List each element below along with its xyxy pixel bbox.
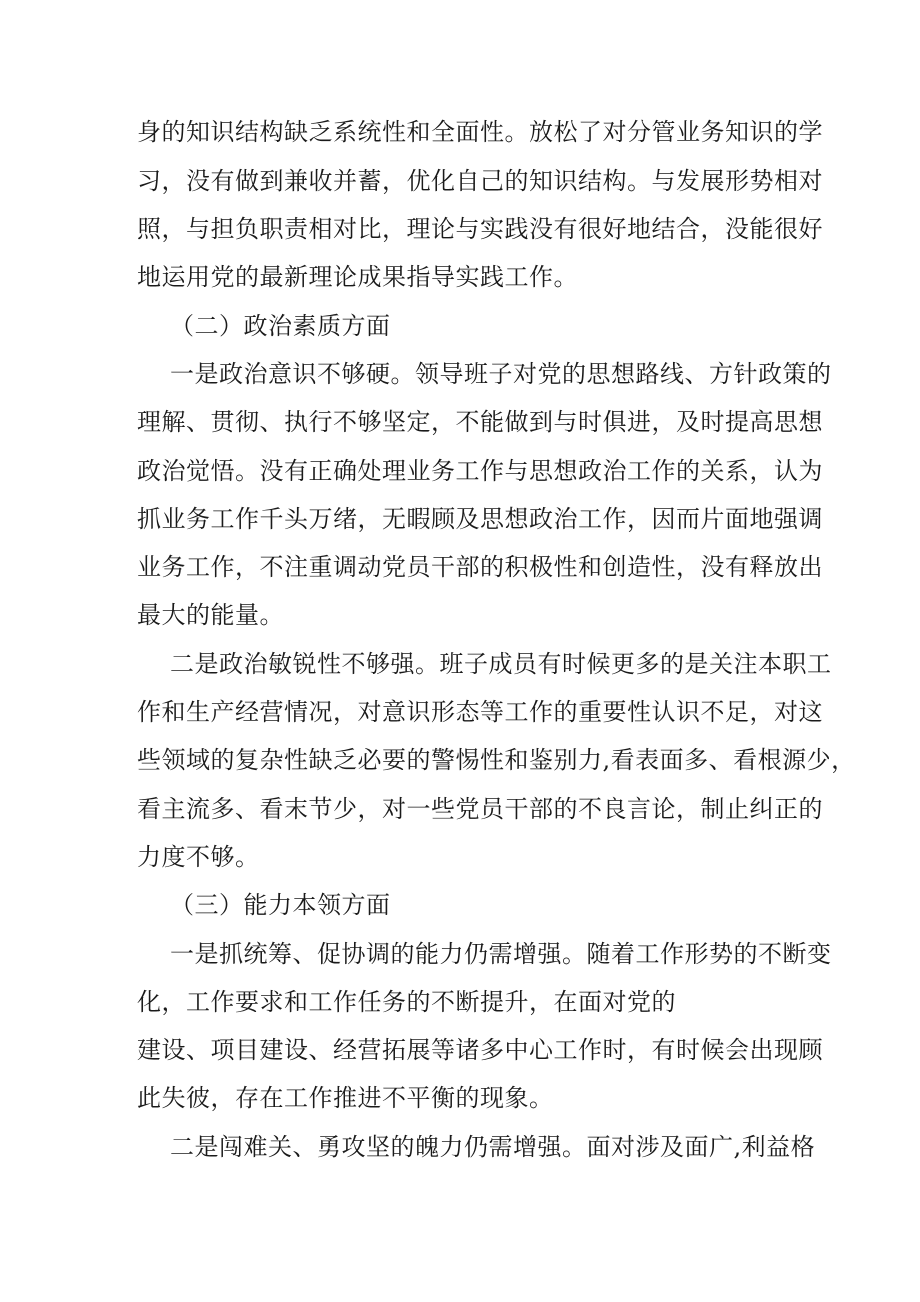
text-line: 一是抓统筹、促协调的能力仍需增强。随着工作形势的不断变 — [170, 940, 832, 968]
text-line: 一是政治意识不够硬。领导班子对党的思想路线、方针政策的 — [170, 360, 832, 388]
text-line: 政治觉悟。没有正确处理业务工作与思想政治工作的关系，认为 — [137, 457, 823, 485]
text-line: 力度不够。 — [137, 843, 260, 871]
text-line: 看主流多、看末节少，对一些党员干部的不良言论，制止纠正的 — [137, 795, 823, 823]
text-line: 建设、项目建设、经营拓展等诸多中心工作时，有时候会出现顾 — [137, 1036, 823, 1064]
text-line: 此失彼，存在工作推进不平衡的现象。 — [137, 1084, 554, 1112]
section-heading: （三）能力本领方面 — [170, 891, 391, 919]
text-line: 抓业务工作千头万绪，无暇顾及思想政治工作，因而片面地强调 — [137, 505, 823, 533]
text-line: 习，没有做到兼收并蓄，优化自己的知识结构。与发展形势相对 — [137, 167, 823, 195]
text-line: 理解、贯彻、执行不够坚定，不能做到与时俱进，及时提高思想 — [137, 408, 823, 436]
text-line: 些领域的复杂性缺乏必要的警惕性和鉴别力,看表面多、看根源少， — [137, 746, 856, 774]
section-heading: （二）政治素质方面 — [170, 312, 391, 340]
text-line: 作和生产经营情况，对意识形态等工作的重要性认识不足，对这 — [137, 698, 823, 726]
text-line: 化，工作要求和工作任务的不断提升，在面对党的 — [137, 988, 676, 1016]
text-line: 最大的能量。 — [137, 601, 284, 629]
text-line: 业务工作，不注重调动党员干部的积极性和创造性，没有释放出 — [137, 553, 823, 581]
text-line: 二是政治敏锐性不够强。班子成员有时候更多的是关注本职工 — [170, 650, 832, 678]
text-line: 地运用党的最新理论成果指导实践工作。 — [137, 263, 578, 291]
text-line: 照，与担负职责相对比，理论与实践没有很好地结合，没能很好 — [137, 215, 823, 243]
text-line: 二是闯难关、勇攻坚的魄力仍需增强。面对涉及面广,利益格 — [170, 1133, 816, 1161]
text-line: 身的知识结构缺乏系统性和全面性。放松了对分管业务知识的学 — [137, 118, 823, 146]
